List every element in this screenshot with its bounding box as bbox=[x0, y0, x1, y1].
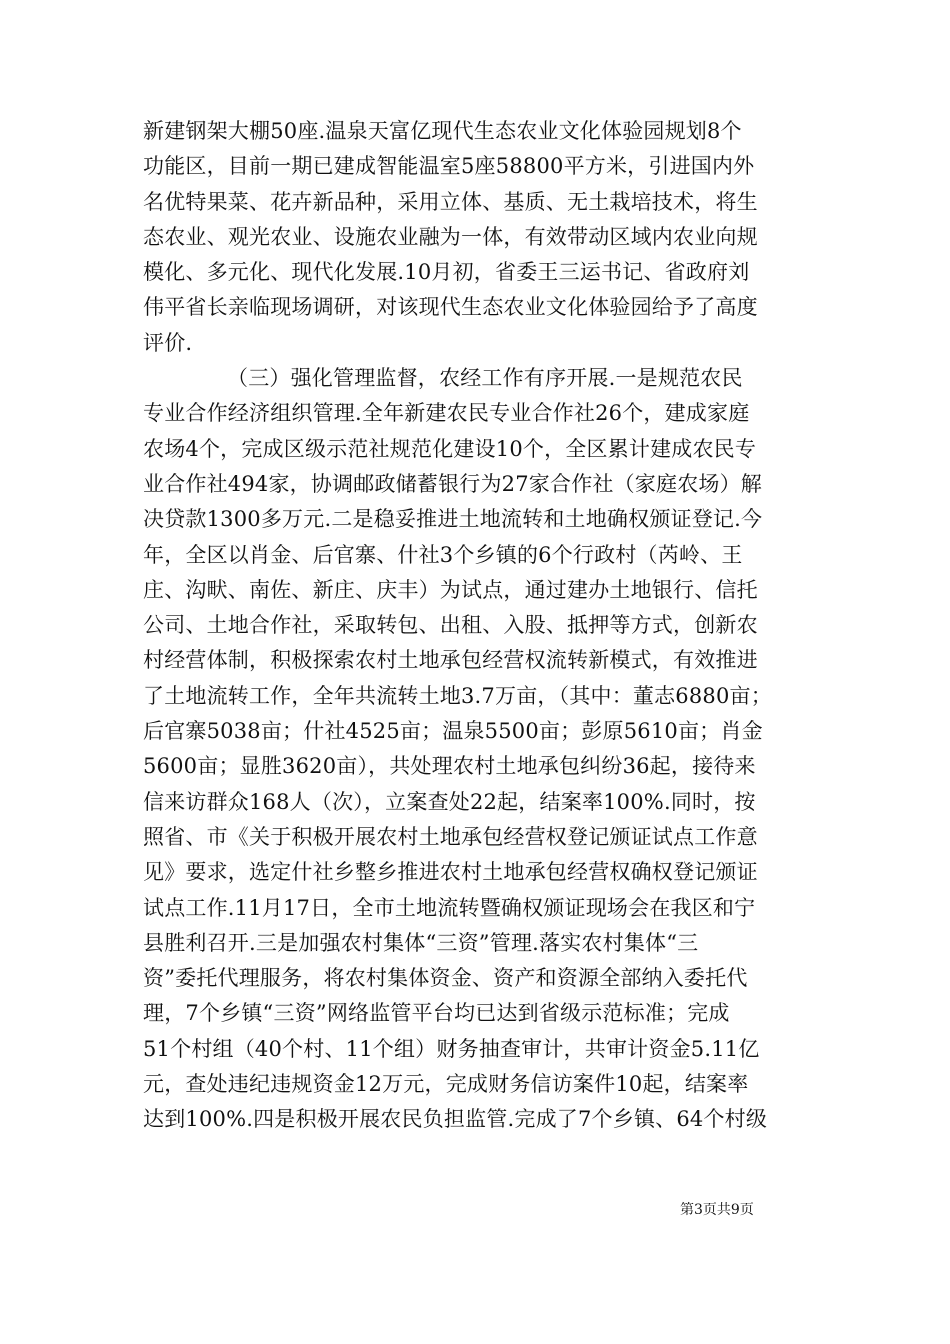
text-line-18: 后官寨5038亩；什社4525亩；温泉5500亩；彭原5610亩；肖金 bbox=[143, 719, 763, 744]
text-line-4: 态农业、观光农业、设施农业融为一体，有效带动区域内农业向规 bbox=[143, 224, 758, 249]
text-line-14: 庄、沟畎、南佐、新庄、庆丰）为试点，通过建办土地银行、信托 bbox=[143, 577, 758, 602]
section-heading-line: （三）强化管理监督，农经工作有序开展.一是规范农民 bbox=[227, 366, 743, 391]
text-line-16: 村经营体制，积极探索农村土地承包经营权流转新模式，有效推进 bbox=[143, 648, 758, 673]
text-line-1: 新建钢架大棚50座.温泉天富亿现代生态农业文化体验园规划8个 bbox=[143, 119, 742, 143]
text-line-29: 达到100%.四是积极开展农民负担监管.完成了7个乡镇、64个村级 bbox=[143, 1107, 768, 1132]
text-line-7: 评价. bbox=[143, 330, 193, 355]
text-line-15: 公司、土地合作社，采取转包、出租、入股、抵押等方式，创新农 bbox=[143, 613, 758, 638]
text-line-5: 模化、多元化、现代化发展.10月初，省委王三运书记、省政府刘 bbox=[143, 260, 750, 285]
page-number-footer: 第3页共9页 bbox=[680, 1202, 754, 1218]
text-line-27: 51个村组（40个村、11个组）财务抽查审计，共审计资金5.11亿 bbox=[143, 1036, 760, 1061]
text-line-2: 功能区，目前一期已建成智能温室5座58800平方米，引进国内外 bbox=[143, 154, 755, 179]
body-text bbox=[143, 114, 808, 1138]
text-line-11: 业合作社494家，协调邮政储蓄银行为27家合作社（家庭农场）解 bbox=[143, 471, 763, 496]
text-line-24: 县胜利召开.三是加强农村集体“三资”管理.落实农村集体“三 bbox=[143, 930, 699, 955]
text-line-21: 照省、市《关于积极开展农村土地承包经营权登记颁证试点工作意 bbox=[143, 824, 758, 849]
text-line-10: 农场4个，完成区级示范社规范化建设10个，全区累计建成农民专 bbox=[143, 436, 757, 461]
text-line-23: 试点工作.11月17日，全市土地流转暨确权颁证现场会在我区和宁 bbox=[143, 895, 756, 920]
text-line-25: 资”委托代理服务，将农村集体资金、资产和资源全部纳入委托代 bbox=[143, 966, 748, 991]
text-line-9: 专业合作经济组织管理.全年新建农民专业合作社26个，建成家庭 bbox=[143, 401, 750, 426]
text-line-19: 5600亩；显胜3620亩），共处理农村土地承包纠纷36起，接待来 bbox=[143, 754, 756, 779]
text-line-22: 见》要求，选定什社乡整乡推进农村土地承包经营权确权登记颁证 bbox=[143, 860, 758, 885]
text-line-13: 年，全区以肖金、后官寨、什社3个乡镇的6个行政村（芮岭、王 bbox=[143, 542, 743, 567]
text-line-12: 决贷款1300多万元.二是稳妥推进土地流转和土地确权颁证登记.今 bbox=[143, 507, 763, 532]
text-line-20: 信来访群众168人（次），立案查处22起，结案率100%.同时，按 bbox=[143, 789, 756, 814]
text-line-3: 名优特果菜、花卉新品种，采用立体、基质、无土栽培技术，将生 bbox=[143, 189, 758, 214]
text-line-28: 元，查处违纪违规资金12万元，完成财务信访案件10起，结案率 bbox=[143, 1072, 749, 1097]
text-line-6: 伟平省长亲临现场调研，对该现代生态农业文化体验园给予了高度 bbox=[143, 295, 758, 320]
text-line-26: 理，7个乡镇“三资”网络监管平台均已达到省级示范标准；完成 bbox=[143, 1001, 730, 1026]
text-line-17: 了土地流转工作，全年共流转土地3.7万亩，（其中：董志6880亩； bbox=[143, 683, 772, 708]
